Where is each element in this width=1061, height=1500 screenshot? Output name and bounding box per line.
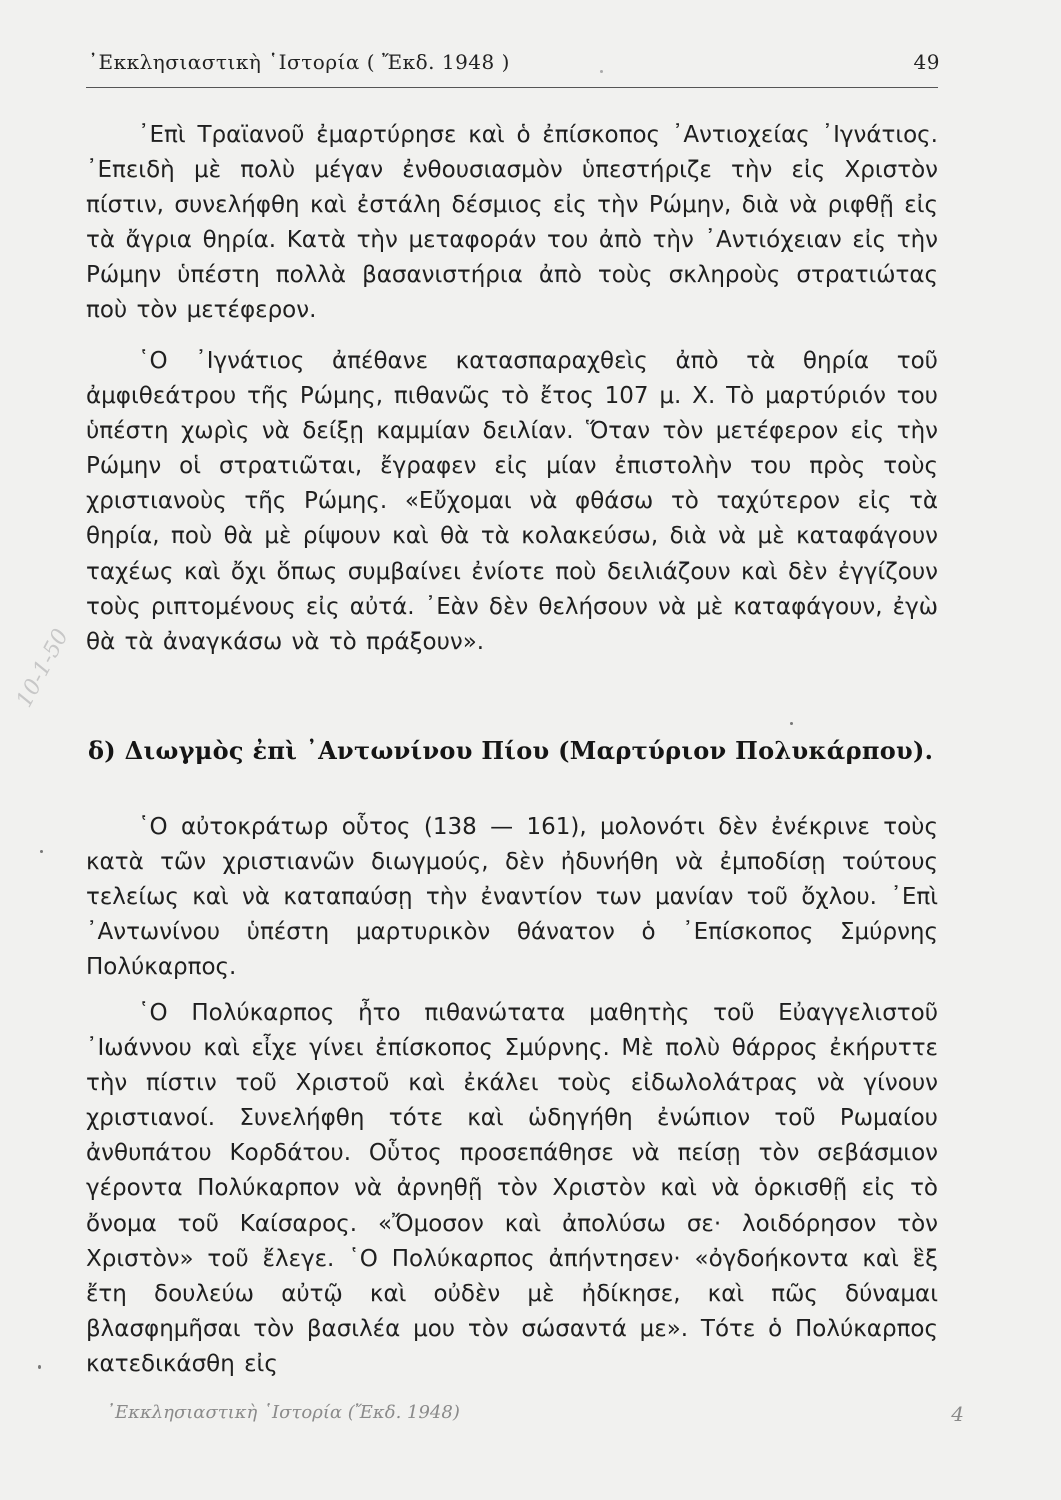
handwritten-margin-note: 10-1-50 [12,625,74,712]
footer [106,1402,964,1432]
paragraph-polycarp: ῾Ο Πολύκαρπος ἦτο πιθανώτατα μαθητὴς τοῦ Εὐαγγελιστοῦ ᾿Ιωάννου καὶ εἶχε γίνει ἐπίσκοπος Σμύρνης. Μὲ πολὺ θάρρος ἐκήρυττε τὴν πίστιν τοῦ Χριστοῦ καὶ ἐκάλει τοὺς εἰδωλολάτρας νὰ γίνουν χριστιανοί. Συνελήφθη τότε καὶ ὡδηγήθη ἐνώπιον τοῦ Ρωμαίου ἀνθυπάτου Κορδάτου. Οὗτος προσεπάθησε νὰ πείσῃ τὸν σεβάσμιον γέροντα Πολύκαρπον νὰ ἀρνηθῇ τὸν Χριστὸν καὶ νὰ ὁρκισθῇ εἰς τὸ ὄνομα τοῦ Καίσαρος. «Ὄμοσον καὶ ἀπολύσω σε· λοιδόρησον τὸν Χριστὸν» τοῦ ἔλεγε. ῾Ο Πολύκαρπος ἀπήντησεν· «ὀγδοήκοντα καὶ ἓξ ἔτη δουλεύω αὐτῷ καὶ οὐδὲν μὲ ἠδίκησε, καὶ πῶς δύναμαι βλασφημῆσαι τὸν βασιλέα μου τὸν σώσαντά με». Τότε ὁ Πολύκαρπος κατεδικάσθη εἰς [86,1000,938,1377]
dust-speck [38,1365,41,1369]
dust-speck [790,722,793,725]
paragraph-ignatius-intro: ᾿Επὶ Τραϊανοῦ ἐμαρτύρησε καὶ ὁ ἐπίσκοπος ᾿Αντιοχείας ᾿Ιγνάτιος. ᾿Επειδὴ μὲ πολὺ μέγαν ἐνθουσιασμὸν ὑπεστήριζε τὴν εἰς Χριστὸν πίστιν, συνελήφθη καὶ ἐστάλη δέσμιος εἰς τὴν Ρώμην, διὰ νὰ ριφθῇ εἰς τὰ ἄγρια θηρία. Κατὰ τὴν μεταφοράν του ἀπὸ τὴν ᾿Αντιόχειαν εἰς τὴν Ρώμην ὑπέστη πολλὰ βασανιστήρια ἀπὸ τοὺς σκληροὺς στρατιώτας ποὺ τὸν μετέφερον. [86,122,938,324]
dust-speck [40,850,43,853]
paragraph-ignatius-martyrdom: ῾Ο ᾿Ιγνάτιος ἀπέθανε κατασπαραχθεὶς ἀπὸ τὰ θηρία τοῦ ἀμφιθεάτρου τῆς Ρώμης, πιθανῶς τὸ ἔτος 107 μ. Χ. Τὸ μαρτύριόν του ὑπέστη χωρὶς νὰ δείξῃ καμμίαν δειλίαν. Ὅταν τὸν μετέφερον εἰς τὴν Ρώμην οἱ στρατιῶται, ἔγραφεν εἰς μίαν ἐπιστολὴν του πρὸς τοὺς χριστιανοὺς τῆς Ρώμης. «Εὔχομαι νὰ φθάσω τὸ ταχύτερον εἰς τὰ θηρία, ποὺ θὰ μὲ ρίψουν καὶ θὰ τὰ κολακεύσω, διὰ νὰ μὲ καταφάγουν ταχέως καὶ ὄχι ὅπως συμβαίνει ἐνίοτε ποὺ δειλιάζουν καὶ δὲν ἐγγίζουν τοὺς ριπτομένους εἰς αὐτά. ᾿Εὰν δὲν θελήσουν νὰ μὲ καταφάγουν, ἐγὼ θὰ τὰ ἀναγκάσω νὰ τὸ πράξουν». [86,348,938,655]
running-head-title: ᾿Εκκλησιαστικὴ ῾Ιστορία ( Ἔκδ. 1948 ) [88,50,510,74]
page-number: 49 [913,50,940,74]
running-head [88,50,940,80]
signature-mark: 4 [951,1402,964,1426]
paragraph-antoninus: ῾Ο αὐτοκράτωρ οὗτος (138 — 161), μολονότι δὲν ἐνέκρινε τοὺς κατὰ τῶν χριστιανῶν διωγμούς, δὲν ἠδυνήθη νὰ ἐμποδίσῃ τούτους τελείως καὶ νὰ καταπαύσῃ τὴν ἐναντίον των μανίαν τοῦ ὄχλου. ᾿Επὶ ᾿Αντωνίνου ὑπέστη μαρτυρικὸν θάνατον ὁ ᾿Επίσκοπος Σμύρνης Πολύκαρπος. [86,814,938,981]
footer-title: ᾿Εκκλησιαστικὴ ῾Ιστορία (Ἔκδ. 1948) [106,1402,460,1423]
dust-speck [600,70,603,73]
header-rule [86,87,938,88]
section-heading: δ) Διωγμὸς ἐπὶ ᾿Αντωνίνου Πίου (Μαρτύριον Πολυκάρπου). [88,736,934,765]
